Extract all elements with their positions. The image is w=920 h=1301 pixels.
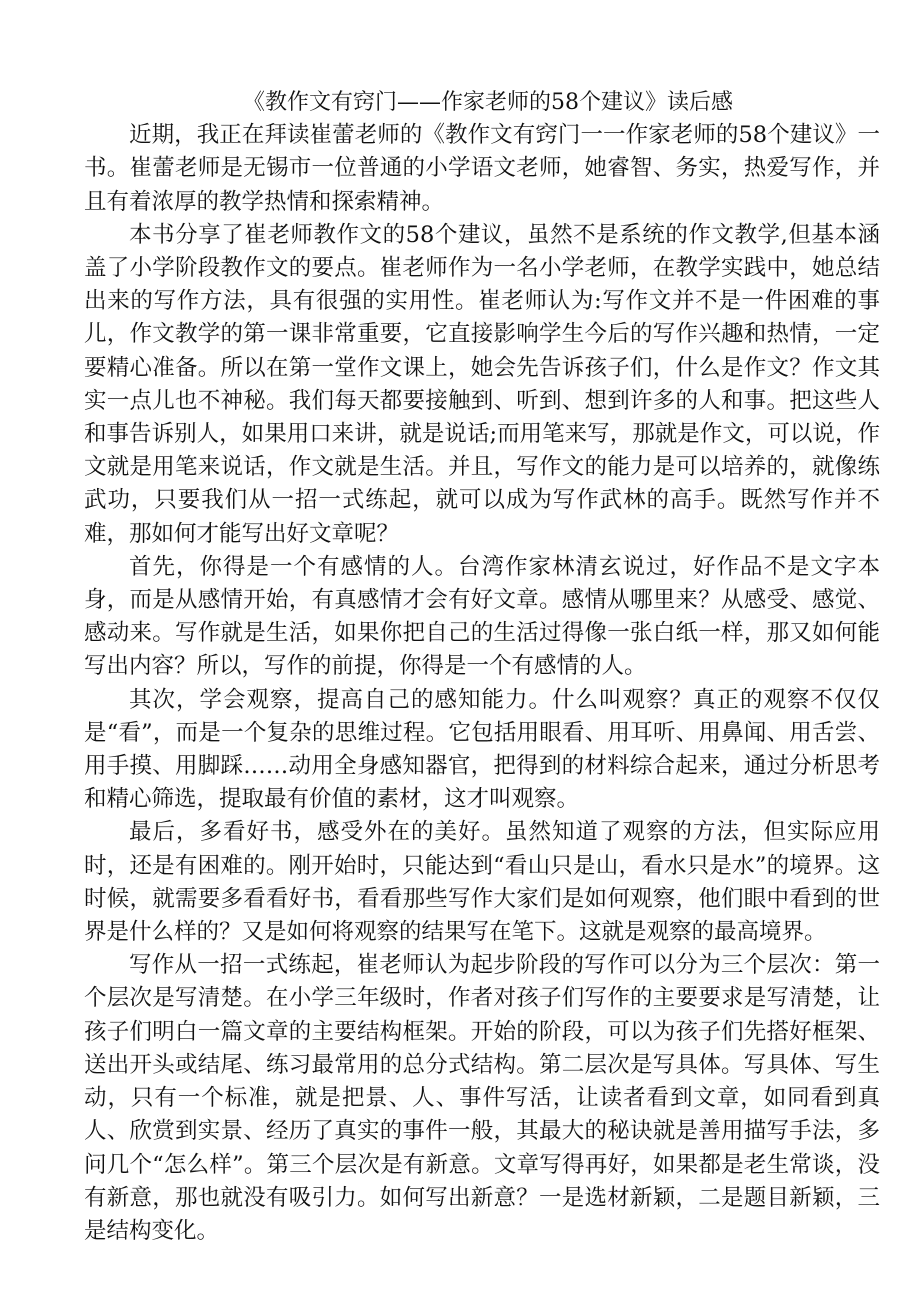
document-title: 《教作文有窍门——作家老师的58个建议》读后感: [243, 90, 733, 115]
paragraph-first-point: 首先，你得是一个有感情的人。台湾作家林清玄说过，好作品不是文字本身，而是从感情开始，有真感情才会有好文章。感情从哪里来？从感受、感觉、感动来。写作就是生活，如果你把自己的生活过得像一张白纸一样，那又如何能写出内容？所以，写作的前提，你得是一个有感情的人。: [84, 553, 880, 680]
paragraph-writing-levels: 写作从一招一式练起，崔老师认为起步阶段的写作可以分为三个层次：第一个层次是写清楚。在小学三年级时，作者对孩子们写作的主要要求是写清楚，让孩子们明白一篇文章的主要结构框架。开始的阶段，可以为孩子们先搭好框架、送出开头或结尾、练习最常用的总分式结构。第二层次是写具体。写具体、写生动，只有一个标准，就是把景、人、事件写活，让读者看到文章，如同看到真人、欣赏到实景、经历了真实的事件一般，其最大的秘诀就是善用描写手法，多问几个“怎么样”。第三个层次是有新意。文章写得再好，如果都是老生常谈，没有新意，那也就没有吸引力。如何写出新意？一是选材新颖，二是题目新颖，三是结构变化。: [84, 952, 880, 1244]
document-page: [84, 86, 880, 1248]
paragraph-intro: 近期，我正在拜读崔蕾老师的《教作文有窍门一一作家老师的58个建议》一书。崔蕾老师是无锡市一位普通的小学语文老师，她睿智、务实，热爱写作，并且有着浓厚的教学热情和探索精神。: [84, 122, 880, 215]
paragraph-third-point: 最后，多看好书，感受外在的美好。虽然知道了观察的方法，但实际应用时，还是有困难的。刚开始时，只能达到“看山只是山，看水只是水”的境界。这时候，就需要多看看好书，看看那些写作大家们是如何观察，他们眼中看到的世界是什么样的？又是如何将观察的结果写在笔下。这就是观察的最高境界。: [84, 819, 880, 946]
paragraph-second-point: 其次，学会观察，提高自己的感知能力。什么叫观察？真正的观察不仅仅是“看”，而是一个复杂的思维过程。它包括用眼看、用耳听、用鼻闻、用舌尝、用手摸、用脚踩……动用全身感知器官，把得到的材料综合起来，通过分析思考和精心筛选，提取最有价值的素材，这才叫观察。: [84, 686, 880, 813]
paragraph-book-summary: 本书分享了崔老师教作文的58个建议，虽然不是系统的作文教学,但基本涵盖了小学阶段教作文的要点。崔老师作为一名小学老师，在教学实践中，她总结出来的写作方法，具有很强的实用性。崔老师认为:写作文并不是一件困难的事儿，作文教学的第一课非常重要，它直接影响学生今后的写作兴趣和热情，一定要精心准备。所以在第一堂作文课上，她会先告诉孩子们，什么是作文？作文其实一点儿也不神秘。我们每天都要接触到、听到、想到许多的人和事。把这些人和事告诉别人，如果用口来讲，就是说话;而用笔来写，那就是作文，可以说，作文就是用笔来说话，作文就是生活。并且，写作文的能力是可以培养的，就像练武功，只要我们从一招一式练起，就可以成为写作武林的高手。既然写作并不难，那如何才能写出好文章呢？: [84, 221, 880, 547]
